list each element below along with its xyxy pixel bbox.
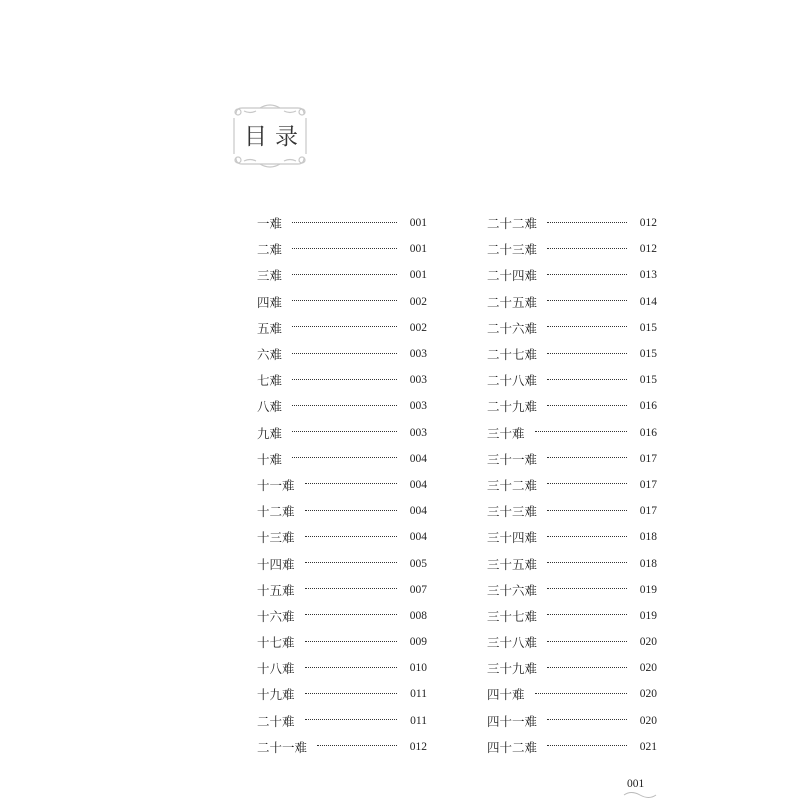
toc-leader-dots: [292, 300, 397, 301]
toc-leader-dots: [292, 222, 397, 223]
toc-entry[interactable]: [487, 681, 657, 707]
toc-entry-page: 003: [409, 400, 427, 413]
toc-leader-dots: [305, 614, 397, 615]
toc-entry-label: 五难: [257, 320, 283, 336]
toc-entry-page: 001: [409, 217, 427, 230]
toc-entry[interactable]: [257, 367, 427, 393]
toc-entry-page: 011: [410, 688, 427, 701]
toc-leader-dots: [547, 614, 627, 615]
toc-entry-label: 十九难: [257, 687, 295, 703]
toc-leader-dots: [547, 248, 627, 249]
toc-entry-label: 三十六难: [487, 582, 538, 598]
toc-entry-page: 017: [639, 478, 657, 491]
toc-column-left: [257, 210, 427, 760]
toc-entry-page: 008: [409, 609, 427, 622]
toc-leader-dots: [547, 588, 627, 589]
toc-entry-label: 十三难: [257, 530, 295, 546]
toc-entry[interactable]: [487, 524, 657, 550]
toc-leader-dots: [547, 483, 627, 484]
toc-entry-page: 017: [639, 505, 657, 518]
toc-entry[interactable]: [257, 393, 427, 419]
toc-entry[interactable]: [257, 210, 427, 236]
toc-entry-label: 六难: [257, 347, 283, 363]
toc-entry-page: 003: [409, 426, 427, 439]
toc-leader-dots: [547, 562, 627, 563]
toc-leader-dots: [305, 719, 397, 720]
toc-entry-label: 三十八难: [487, 635, 538, 651]
toc-entry[interactable]: [487, 367, 657, 393]
toc-entry-page: 007: [409, 583, 427, 596]
toc-entry-page: 020: [639, 636, 657, 649]
toc-leader-dots: [292, 274, 397, 275]
toc-entry-label: 十难: [257, 451, 283, 467]
toc-entry-page: 010: [409, 662, 427, 675]
toc-entry-page: 017: [639, 452, 657, 465]
toc-entry[interactable]: [257, 341, 427, 367]
toc-entry[interactable]: [257, 289, 427, 315]
toc-leader-dots: [292, 379, 397, 380]
toc-leader-dots: [305, 588, 397, 589]
toc-entry-page: 003: [409, 348, 427, 361]
toc-entry-label: 四十一难: [487, 713, 538, 729]
toc-entry-page: 015: [639, 348, 657, 361]
toc-entry-label: 十八难: [257, 661, 295, 677]
toc-leader-dots: [305, 510, 397, 511]
page-number: 001: [627, 778, 645, 790]
toc-entry-page: 005: [409, 557, 427, 570]
toc-entry-label: 四十二难: [487, 739, 538, 755]
toc-entry[interactable]: [257, 734, 427, 760]
toc-leader-dots: [305, 562, 397, 563]
toc-entry-page: 015: [639, 321, 657, 334]
toc-leader-dots: [535, 693, 627, 694]
toc-leader-dots: [547, 667, 627, 668]
toc-leader-dots: [547, 536, 627, 537]
toc-entry[interactable]: [487, 393, 657, 419]
toc-entry-page: 004: [409, 478, 427, 491]
toc-leader-dots: [535, 431, 627, 432]
toc-entry[interactable]: [257, 681, 427, 707]
toc-entry[interactable]: [257, 498, 427, 524]
toc-entry-label: 二十六难: [487, 320, 538, 336]
toc-leader-dots: [547, 326, 627, 327]
toc-entry-label: 三十难: [487, 425, 525, 441]
toc-entry[interactable]: [487, 315, 657, 341]
toc-entry[interactable]: [257, 524, 427, 550]
toc-entry-label: 二难: [257, 242, 283, 258]
toc-entry-page: 001: [409, 243, 427, 256]
toc-leader-dots: [547, 457, 627, 458]
toc-entry-label: 十六难: [257, 608, 295, 624]
toc-entry-page: 011: [410, 714, 427, 727]
toc-entry-page: 018: [639, 531, 657, 544]
toc-entry[interactable]: [257, 472, 427, 498]
toc-entry-label: 四难: [257, 294, 283, 310]
toc-entry-label: 三十五难: [487, 556, 538, 572]
toc-entry[interactable]: [487, 446, 657, 472]
toc-leader-dots: [305, 641, 397, 642]
toc-entry-label: 二十三难: [487, 242, 538, 258]
toc-entry-label: 三十三难: [487, 504, 538, 520]
toc-entry[interactable]: [487, 577, 657, 603]
toc-leader-dots: [547, 719, 627, 720]
toc-entry[interactable]: [257, 603, 427, 629]
toc-entry[interactable]: [257, 262, 427, 288]
toc-leader-dots: [292, 248, 397, 249]
toc-entry-page: 014: [639, 295, 657, 308]
toc-entry-page: 013: [639, 269, 657, 282]
toc-entry-page: 002: [409, 295, 427, 308]
toc-entry[interactable]: [257, 550, 427, 576]
toc-entry[interactable]: [487, 550, 657, 576]
toc-entry[interactable]: [487, 603, 657, 629]
toc-entry[interactable]: [487, 341, 657, 367]
toc-entry-label: 三难: [257, 268, 283, 284]
toc-entry-label: 三十二难: [487, 477, 538, 493]
toc-leader-dots: [292, 431, 397, 432]
toc-entry-label: 二十四难: [487, 268, 538, 284]
toc-entry-page: 012: [639, 217, 657, 230]
toc-leader-dots: [547, 353, 627, 354]
toc-leader-dots: [305, 667, 397, 668]
toc-leader-dots: [292, 405, 397, 406]
toc-entry-page: 016: [639, 426, 657, 439]
toc-leader-dots: [305, 483, 397, 484]
toc-column-right: [487, 210, 657, 760]
toc-entry[interactable]: [257, 236, 427, 262]
toc-leader-dots: [547, 222, 627, 223]
toc-entry-label: 九难: [257, 425, 283, 441]
toc-entry-label: 四十难: [487, 687, 525, 703]
toc-entry-page: 020: [639, 714, 657, 727]
toc-entry[interactable]: [257, 708, 427, 734]
toc-entry[interactable]: [257, 577, 427, 603]
toc-entry-label: 一难: [257, 216, 283, 232]
toc-entry-page: 019: [639, 583, 657, 596]
toc-entry[interactable]: [487, 420, 657, 446]
toc-entry-label: 二十八难: [487, 373, 538, 389]
toc-entry-page: 004: [409, 531, 427, 544]
toc-entry-page: 003: [409, 374, 427, 387]
toc-entry-page: 021: [639, 740, 657, 753]
toc-entry[interactable]: [487, 498, 657, 524]
toc-entry-label: 二十五难: [487, 294, 538, 310]
toc-leader-dots: [547, 379, 627, 380]
toc-entry-label: 二十二难: [487, 216, 538, 232]
toc-entry-label: 三十四难: [487, 530, 538, 546]
toc-leader-dots: [547, 510, 627, 511]
toc-entry-label: 十一难: [257, 477, 295, 493]
toc-entry-label: 十七难: [257, 635, 295, 651]
toc-entry-label: 二十七难: [487, 347, 538, 363]
toc-entry-page: 004: [409, 452, 427, 465]
toc-entry-page: 020: [639, 688, 657, 701]
toc-entry-label: 七难: [257, 373, 283, 389]
toc-entry-label: 八难: [257, 399, 283, 415]
toc-entry-label: 三十九难: [487, 661, 538, 677]
toc-entry[interactable]: [487, 210, 657, 236]
toc-entry[interactable]: [487, 472, 657, 498]
toc-leader-dots: [547, 745, 627, 746]
toc-entry-page: 019: [639, 609, 657, 622]
toc-entry-page: 015: [639, 374, 657, 387]
toc-entry[interactable]: [487, 708, 657, 734]
toc-leader-dots: [547, 300, 627, 301]
toc-leader-dots: [547, 274, 627, 275]
toc-leader-dots: [292, 457, 397, 458]
toc-entry[interactable]: [257, 655, 427, 681]
toc-entry-label: 十四难: [257, 556, 295, 572]
toc-entry[interactable]: [257, 446, 427, 472]
toc-entry-page: 012: [409, 740, 427, 753]
toc-entry-label: 三十七难: [487, 608, 538, 624]
toc-entry[interactable]: [257, 420, 427, 446]
toc-leader-dots: [547, 641, 627, 642]
toc-entry-page: 009: [409, 636, 427, 649]
toc-leader-dots: [292, 326, 397, 327]
toc-entry-page: 001: [409, 269, 427, 282]
toc-entry-label: 三十一难: [487, 451, 538, 467]
toc-leader-dots: [305, 693, 397, 694]
toc-entry-page: 002: [409, 321, 427, 334]
toc-leader-dots: [317, 745, 397, 746]
toc-entry-label: 十五难: [257, 582, 295, 598]
toc-leader-dots: [547, 405, 627, 406]
toc-entry-label: 二十九难: [487, 399, 538, 415]
toc-entry[interactable]: [257, 315, 427, 341]
footer-ornament-icon: [622, 790, 658, 800]
toc-leader-dots: [305, 536, 397, 537]
toc-leader-dots: [292, 353, 397, 354]
toc-entry[interactable]: [487, 655, 657, 681]
page-title: 目录: [244, 124, 306, 150]
toc-entry-page: 012: [639, 243, 657, 256]
toc-entry-label: 二十难: [257, 713, 295, 729]
toc-entry-page: 016: [639, 400, 657, 413]
toc-entry-label: 二十一难: [257, 739, 308, 755]
toc-entry[interactable]: [487, 262, 657, 288]
toc-entry[interactable]: [487, 629, 657, 655]
toc-entry[interactable]: [487, 734, 657, 760]
toc-entry-label: 十二难: [257, 504, 295, 520]
toc-entry[interactable]: [487, 289, 657, 315]
toc-entry[interactable]: [257, 629, 427, 655]
toc-title-block: [230, 104, 310, 168]
toc-entry-page: 004: [409, 505, 427, 518]
toc-entry-page: 020: [639, 662, 657, 675]
toc-entry-page: 018: [639, 557, 657, 570]
toc-entry[interactable]: [487, 236, 657, 262]
